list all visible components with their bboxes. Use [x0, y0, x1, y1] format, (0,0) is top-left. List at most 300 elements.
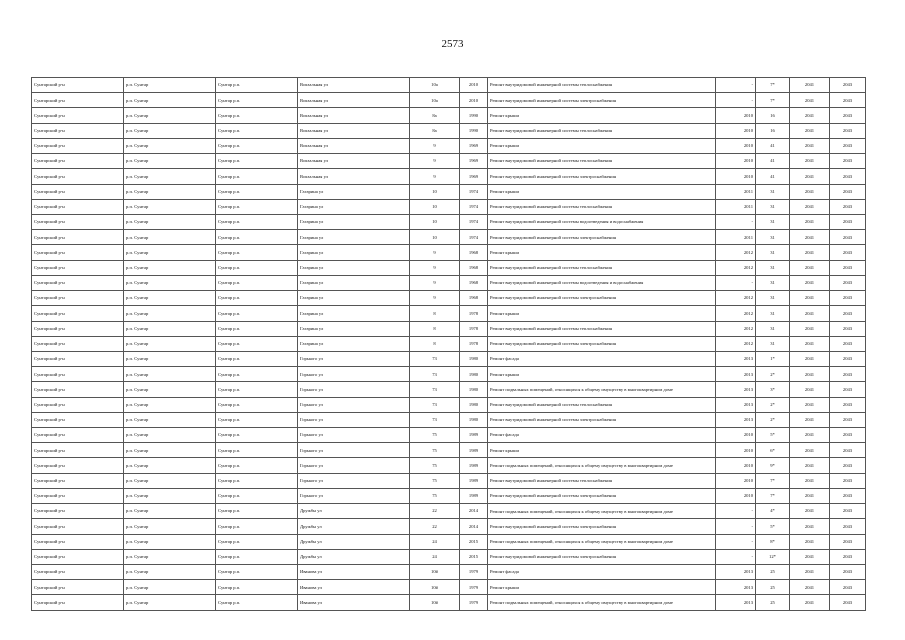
cell-locality: р.п. Сунтар — [124, 458, 216, 473]
cell-municipality: Сунтар р.п. — [216, 306, 298, 321]
table-row — [32, 275, 866, 290]
cell-house: 10 — [410, 184, 460, 199]
cell-year: 1978 — [460, 306, 488, 321]
cell-year: 1989 — [460, 488, 488, 503]
table-row — [32, 473, 866, 488]
cell-work: Ремонт внутридомовой инженерной системы теплоснабжения — [488, 473, 716, 488]
cell-num: 25 — [756, 595, 790, 611]
cell-street: Горького ул — [298, 488, 410, 503]
cell-p2: 2043 — [830, 291, 866, 306]
cell-district: Сунтарский р-н — [32, 245, 124, 260]
cell-municipality: Сунтар р.п. — [216, 260, 298, 275]
cell-p1: 2041 — [790, 230, 830, 245]
cell-num: 31 — [756, 245, 790, 260]
table-row — [32, 169, 866, 184]
cell-work: Ремонт крыши — [488, 108, 716, 123]
cell-municipality: Сунтар р.п. — [216, 291, 298, 306]
cell-municipality: Сунтар р.п. — [216, 549, 298, 564]
cell-locality: р.п. Сунтар — [124, 275, 216, 290]
cell-year: 1974 — [460, 184, 488, 199]
cell-street: Иванова ул — [298, 565, 410, 580]
table-row — [32, 199, 866, 214]
cell-num: 4* — [756, 504, 790, 519]
cell-work: Ремонт внутридомовой инженерной системы электроснабжения — [488, 412, 716, 427]
cell-house: 73 — [410, 351, 460, 366]
cell-locality: р.п. Сунтар — [124, 93, 216, 108]
cell-y1: 2013 — [716, 397, 756, 412]
cell-p2: 2043 — [830, 138, 866, 153]
cell-house: 9 — [410, 138, 460, 153]
cell-p2: 2043 — [830, 534, 866, 549]
cell-year: 1980 — [460, 397, 488, 412]
cell-num: 5* — [756, 519, 790, 534]
cell-year: 1968 — [460, 260, 488, 275]
cell-p2: 2043 — [830, 78, 866, 93]
table-row — [32, 154, 866, 169]
cell-year: 1974 — [460, 214, 488, 229]
cell-municipality: Сунтар р.п. — [216, 351, 298, 366]
cell-p1: 2041 — [790, 519, 830, 534]
cell-num: 31 — [756, 214, 790, 229]
cell-locality: р.п. Сунтар — [124, 428, 216, 443]
cell-p1: 2041 — [790, 565, 830, 580]
cell-street: Вокзальная ул — [298, 138, 410, 153]
cell-y1: - — [716, 519, 756, 534]
cell-num: 2* — [756, 367, 790, 382]
cell-street: Вокзальная ул — [298, 123, 410, 138]
cell-street: Гагарина ул — [298, 245, 410, 260]
cell-y1: - — [716, 549, 756, 564]
cell-year: 1979 — [460, 565, 488, 580]
cell-y1: 2011 — [716, 199, 756, 214]
cell-y1: 2012 — [716, 260, 756, 275]
table-row — [32, 230, 866, 245]
cell-p2: 2043 — [830, 336, 866, 351]
cell-district: Сунтарский р-н — [32, 565, 124, 580]
cell-municipality: Сунтар р.п. — [216, 428, 298, 443]
cell-work: Ремонт фасада — [488, 565, 716, 580]
cell-district: Сунтарский р-н — [32, 321, 124, 336]
cell-p1: 2041 — [790, 549, 830, 564]
cell-work: Ремонт подвальных помещений, относящихся к общему имуществу в многоквартирном доме — [488, 595, 716, 611]
cell-house: 9 — [410, 275, 460, 290]
cell-p1: 2041 — [790, 291, 830, 306]
cell-municipality: Сунтар р.п. — [216, 321, 298, 336]
cell-y1: 2010 — [716, 108, 756, 123]
cell-work: Ремонт внутридомовой инженерной системы электроснабжения — [488, 519, 716, 534]
cell-p1: 2041 — [790, 108, 830, 123]
cell-num: 1* — [756, 351, 790, 366]
cell-year: 1979 — [460, 595, 488, 611]
cell-district: Сунтарский р-н — [32, 412, 124, 427]
cell-house: 10 — [410, 199, 460, 214]
cell-district: Сунтарский р-н — [32, 397, 124, 412]
cell-num: 6* — [756, 443, 790, 458]
table-row — [32, 397, 866, 412]
cell-y1: 2010 — [716, 169, 756, 184]
cell-district: Сунтарский р-н — [32, 595, 124, 611]
cell-year: 1979 — [460, 580, 488, 595]
cell-p2: 2043 — [830, 488, 866, 503]
cell-locality: р.п. Сунтар — [124, 549, 216, 564]
cell-p1: 2041 — [790, 488, 830, 503]
cell-work: Ремонт подвальных помещений, относящихся к общему имуществу в многоквартирном доме — [488, 534, 716, 549]
cell-p1: 2041 — [790, 93, 830, 108]
cell-p1: 2041 — [790, 260, 830, 275]
cell-p2: 2043 — [830, 154, 866, 169]
cell-work: Ремонт внутридомовой инженерной системы теплоснабжения — [488, 199, 716, 214]
table-row — [32, 549, 866, 564]
cell-work: Ремонт крыши — [488, 245, 716, 260]
cell-street: Горького ул — [298, 367, 410, 382]
cell-work: Ремонт внутридомовой инженерной системы электроснабжения — [488, 488, 716, 503]
cell-p2: 2043 — [830, 549, 866, 564]
table-row — [32, 260, 866, 275]
cell-work: Ремонт подвальных помещений, относящихся к общему имуществу в многоквартирном доме — [488, 458, 716, 473]
table-row — [32, 534, 866, 549]
cell-y1: 2010 — [716, 458, 756, 473]
cell-p1: 2041 — [790, 367, 830, 382]
cell-street: Горького ул — [298, 458, 410, 473]
cell-y1: 2013 — [716, 565, 756, 580]
cell-y1: 2010 — [716, 138, 756, 153]
table-row — [32, 519, 866, 534]
table-row — [32, 138, 866, 153]
cell-year: 1978 — [460, 336, 488, 351]
cell-street: Гагарина ул — [298, 214, 410, 229]
cell-work: Ремонт крыши — [488, 580, 716, 595]
cell-locality: р.п. Сунтар — [124, 488, 216, 503]
cell-p1: 2041 — [790, 336, 830, 351]
cell-year: 1978 — [460, 321, 488, 336]
cell-p1: 2041 — [790, 473, 830, 488]
cell-year: 1980 — [460, 412, 488, 427]
cell-district: Сунтарский р-н — [32, 260, 124, 275]
cell-y1: 2010 — [716, 488, 756, 503]
cell-work: Ремонт крыши — [488, 367, 716, 382]
cell-num: 41 — [756, 138, 790, 153]
cell-municipality: Сунтар р.п. — [216, 534, 298, 549]
cell-district: Сунтарский р-н — [32, 443, 124, 458]
cell-work: Ремонт внутридомовой инженерной системы теплоснабжения — [488, 397, 716, 412]
table-row — [32, 291, 866, 306]
cell-year: 1980 — [460, 351, 488, 366]
cell-p2: 2043 — [830, 93, 866, 108]
cell-num: 25 — [756, 565, 790, 580]
cell-p2: 2043 — [830, 260, 866, 275]
cell-y1: 2013 — [716, 382, 756, 397]
cell-y1: 2010 — [716, 473, 756, 488]
page-number: 2573 — [441, 38, 464, 50]
cell-street: Иванова ул — [298, 595, 410, 611]
cell-y1: 2013 — [716, 595, 756, 611]
cell-house: 24 — [410, 549, 460, 564]
cell-street: Дружбы ул — [298, 534, 410, 549]
cell-y1: - — [716, 504, 756, 519]
cell-locality: р.п. Сунтар — [124, 321, 216, 336]
cell-y1: 2013 — [716, 580, 756, 595]
table-row — [32, 565, 866, 580]
cell-municipality: Сунтар р.п. — [216, 382, 298, 397]
cell-num: 12* — [756, 549, 790, 564]
cell-p1: 2041 — [790, 504, 830, 519]
cell-house: 10# — [410, 580, 460, 595]
cell-num: 9* — [756, 458, 790, 473]
cell-district: Сунтарский р-н — [32, 169, 124, 184]
cell-street: Горького ул — [298, 473, 410, 488]
cell-p2: 2043 — [830, 199, 866, 214]
cell-street: Дружбы ул — [298, 519, 410, 534]
cell-municipality: Сунтар р.п. — [216, 458, 298, 473]
cell-p2: 2043 — [830, 351, 866, 366]
cell-y1: 2010 — [716, 443, 756, 458]
cell-district: Сунтарский р-н — [32, 428, 124, 443]
cell-p2: 2043 — [830, 382, 866, 397]
cell-work: Ремонт фасада — [488, 428, 716, 443]
cell-locality: р.п. Сунтар — [124, 595, 216, 611]
cell-num: 31 — [756, 199, 790, 214]
cell-street: Вокзальная ул — [298, 108, 410, 123]
cell-municipality: Сунтар р.п. — [216, 123, 298, 138]
cell-work: Ремонт внутридомовой инженерной системы электроснабжения — [488, 230, 716, 245]
cell-district: Сунтарский р-н — [32, 519, 124, 534]
cell-num: 16 — [756, 123, 790, 138]
cell-house: 73 — [410, 412, 460, 427]
cell-street: Горького ул — [298, 412, 410, 427]
cell-p1: 2041 — [790, 397, 830, 412]
cell-p2: 2043 — [830, 504, 866, 519]
table-row — [32, 367, 866, 382]
cell-work: Ремонт крыши — [488, 306, 716, 321]
cell-house: 10 — [410, 230, 460, 245]
cell-municipality: Сунтар р.п. — [216, 519, 298, 534]
cell-municipality: Сунтар р.п. — [216, 367, 298, 382]
cell-work: Ремонт внутридомовой инженерной системы электроснабжения — [488, 169, 716, 184]
cell-district: Сунтарский р-н — [32, 367, 124, 382]
cell-work: Ремонт внутридомовой инженерной системы теплоснабжения — [488, 123, 716, 138]
cell-house: 75 — [410, 443, 460, 458]
cell-p1: 2041 — [790, 245, 830, 260]
cell-locality: р.п. Сунтар — [124, 534, 216, 549]
cell-locality: р.п. Сунтар — [124, 230, 216, 245]
cell-locality: р.п. Сунтар — [124, 351, 216, 366]
cell-p1: 2041 — [790, 184, 830, 199]
cell-num: 7* — [756, 473, 790, 488]
cell-y1: - — [716, 93, 756, 108]
cell-num: 41 — [756, 154, 790, 169]
cell-municipality: Сунтар р.п. — [216, 184, 298, 199]
cell-municipality: Сунтар р.п. — [216, 565, 298, 580]
cell-p2: 2043 — [830, 473, 866, 488]
cell-locality: р.п. Сунтар — [124, 306, 216, 321]
cell-y1: 2010 — [716, 123, 756, 138]
cell-y1: 2013 — [716, 367, 756, 382]
cell-district: Сунтарский р-н — [32, 275, 124, 290]
cell-house: 9 — [410, 245, 460, 260]
cell-district: Сунтарский р-н — [32, 306, 124, 321]
cell-municipality: Сунтар р.п. — [216, 336, 298, 351]
cell-y1: 2012 — [716, 306, 756, 321]
cell-district: Сунтарский р-н — [32, 580, 124, 595]
cell-district: Сунтарский р-н — [32, 504, 124, 519]
cell-locality: р.п. Сунтар — [124, 154, 216, 169]
cell-work: Ремонт подвальных помещений, относящихся к общему имуществу в многоквартирном доме — [488, 382, 716, 397]
cell-street: Горького ул — [298, 382, 410, 397]
cell-street: Гагарина ул — [298, 336, 410, 351]
cell-locality: р.п. Сунтар — [124, 336, 216, 351]
cell-p1: 2041 — [790, 138, 830, 153]
cell-municipality: Сунтар р.п. — [216, 397, 298, 412]
cell-p2: 2043 — [830, 214, 866, 229]
cell-p1: 2041 — [790, 443, 830, 458]
cell-p1: 2041 — [790, 580, 830, 595]
cell-work: Ремонт крыши — [488, 443, 716, 458]
cell-p2: 2043 — [830, 169, 866, 184]
cell-year: 1990 — [460, 123, 488, 138]
cell-house: 8 — [410, 306, 460, 321]
cell-year: 1969 — [460, 154, 488, 169]
cell-street: Гагарина ул — [298, 306, 410, 321]
cell-year: 1990 — [460, 108, 488, 123]
table-row — [32, 245, 866, 260]
cell-municipality: Сунтар р.п. — [216, 138, 298, 153]
cell-work: Ремонт фасада — [488, 351, 716, 366]
cell-street: Горького ул — [298, 397, 410, 412]
cell-house: 9 — [410, 291, 460, 306]
cell-num: 31 — [756, 275, 790, 290]
cell-district: Сунтарский р-н — [32, 291, 124, 306]
cell-municipality: Сунтар р.п. — [216, 169, 298, 184]
table-row — [32, 580, 866, 595]
cell-locality: р.п. Сунтар — [124, 397, 216, 412]
cell-num: 31 — [756, 336, 790, 351]
cell-p2: 2043 — [830, 123, 866, 138]
cell-street: Вокзальная ул — [298, 78, 410, 93]
cell-work: Ремонт внутридомовой инженерной системы теплоснабжения — [488, 78, 716, 93]
table-row — [32, 458, 866, 473]
cell-district: Сунтарский р-н — [32, 184, 124, 199]
registry-rows — [32, 78, 866, 611]
cell-locality: р.п. Сунтар — [124, 382, 216, 397]
cell-p2: 2043 — [830, 108, 866, 123]
cell-municipality: Сунтар р.п. — [216, 245, 298, 260]
cell-num: 25 — [756, 580, 790, 595]
cell-y1: 2010 — [716, 428, 756, 443]
table-row — [32, 504, 866, 519]
cell-house: 73 — [410, 397, 460, 412]
cell-num: 31 — [756, 184, 790, 199]
cell-district: Сунтарский р-н — [32, 336, 124, 351]
cell-p2: 2043 — [830, 595, 866, 611]
cell-district: Сунтарский р-н — [32, 382, 124, 397]
table-row — [32, 412, 866, 427]
cell-year: 2010 — [460, 93, 488, 108]
cell-house: 10 — [410, 214, 460, 229]
cell-y1: 2012 — [716, 291, 756, 306]
cell-locality: р.п. Сунтар — [124, 565, 216, 580]
cell-p2: 2043 — [830, 565, 866, 580]
cell-street: Гагарина ул — [298, 291, 410, 306]
table-row — [32, 595, 866, 611]
cell-p2: 2043 — [830, 275, 866, 290]
cell-p1: 2041 — [790, 458, 830, 473]
cell-locality: р.п. Сунтар — [124, 443, 216, 458]
cell-municipality: Сунтар р.п. — [216, 488, 298, 503]
cell-municipality: Сунтар р.п. — [216, 275, 298, 290]
cell-locality: р.п. Сунтар — [124, 260, 216, 275]
cell-house: 22 — [410, 519, 460, 534]
cell-num: 3* — [756, 382, 790, 397]
cell-locality: р.п. Сунтар — [124, 473, 216, 488]
table-row — [32, 351, 866, 366]
cell-year: 1989 — [460, 443, 488, 458]
cell-p1: 2041 — [790, 154, 830, 169]
cell-municipality: Сунтар р.п. — [216, 580, 298, 595]
cell-y1: - — [716, 214, 756, 229]
cell-year: 2010 — [460, 78, 488, 93]
cell-locality: р.п. Сунтар — [124, 78, 216, 93]
cell-municipality: Сунтар р.п. — [216, 199, 298, 214]
cell-district: Сунтарский р-н — [32, 534, 124, 549]
cell-p2: 2043 — [830, 580, 866, 595]
cell-work: Ремонт внутридомовой инженерной системы электроснабжения — [488, 291, 716, 306]
cell-p1: 2041 — [790, 321, 830, 336]
cell-house: 73 — [410, 367, 460, 382]
cell-municipality: Сунтар р.п. — [216, 443, 298, 458]
cell-house: 10# — [410, 565, 460, 580]
cell-year: 1989 — [460, 428, 488, 443]
cell-y1: - — [716, 275, 756, 290]
cell-year: 1968 — [460, 291, 488, 306]
cell-p2: 2043 — [830, 321, 866, 336]
cell-locality: р.п. Сунтар — [124, 138, 216, 153]
cell-p2: 2043 — [830, 367, 866, 382]
table-row — [32, 321, 866, 336]
cell-house: 10# — [410, 595, 460, 611]
cell-district: Сунтарский р-н — [32, 214, 124, 229]
cell-p2: 2043 — [830, 412, 866, 427]
cell-work: Ремонт внутридомовой инженерной системы электроснабжения — [488, 549, 716, 564]
cell-num: 31 — [756, 306, 790, 321]
table-row — [32, 78, 866, 93]
cell-house: 8 — [410, 321, 460, 336]
cell-house: 75 — [410, 473, 460, 488]
cell-house: 9 — [410, 169, 460, 184]
cell-house: 10а — [410, 93, 460, 108]
cell-house: 73 — [410, 382, 460, 397]
cell-p1: 2041 — [790, 275, 830, 290]
cell-house: 9 — [410, 154, 460, 169]
cell-year: 2015 — [460, 549, 488, 564]
cell-num: 31 — [756, 230, 790, 245]
cell-locality: р.п. Сунтар — [124, 199, 216, 214]
cell-municipality: Сунтар р.п. — [216, 78, 298, 93]
cell-num: 7* — [756, 93, 790, 108]
cell-district: Сунтарский р-н — [32, 230, 124, 245]
cell-work: Ремонт подвальных помещений, относящихся к общему имуществу в многоквартирном доме — [488, 504, 716, 519]
cell-locality: р.п. Сунтар — [124, 184, 216, 199]
cell-p1: 2041 — [790, 78, 830, 93]
cell-municipality: Сунтар р.п. — [216, 412, 298, 427]
cell-district: Сунтарский р-н — [32, 473, 124, 488]
cell-year: 1968 — [460, 275, 488, 290]
cell-street: Дружбы ул — [298, 549, 410, 564]
cell-work: Ремонт внутридомовой инженерной системы теплоснабжения — [488, 260, 716, 275]
cell-year: 1968 — [460, 245, 488, 260]
cell-locality: р.п. Сунтар — [124, 169, 216, 184]
cell-district: Сунтарский р-н — [32, 351, 124, 366]
cell-locality: р.п. Сунтар — [124, 108, 216, 123]
